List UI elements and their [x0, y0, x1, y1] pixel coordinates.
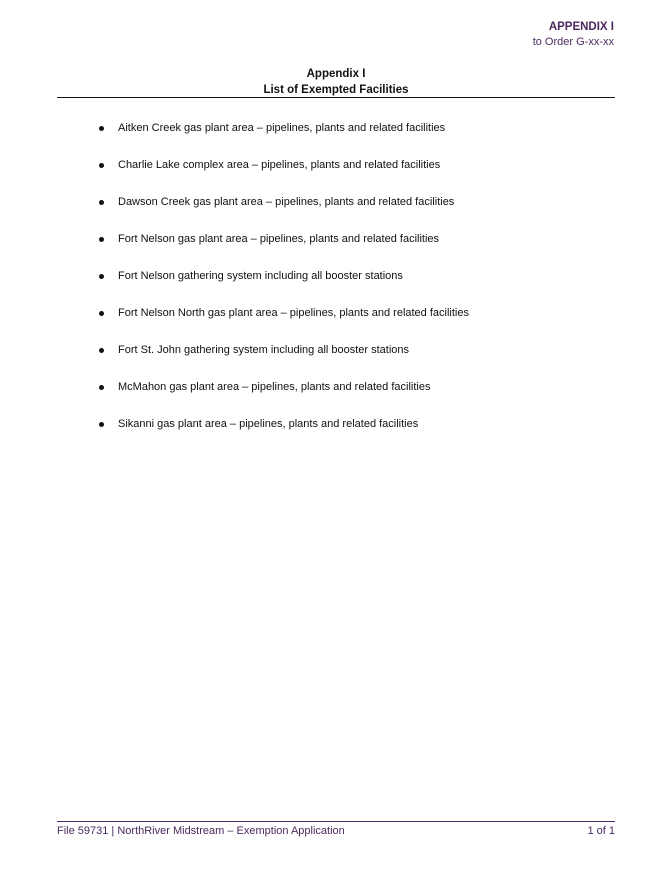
bullet-icon [99, 126, 104, 131]
list-item [97, 416, 469, 453]
page-subtitle: List of Exempted Facilities [263, 84, 409, 96]
title-divider [57, 97, 615, 98]
list-item [97, 194, 469, 231]
list-item [97, 120, 469, 157]
bullet-icon [99, 348, 104, 353]
bullet-icon [99, 237, 104, 242]
bullet-icon [99, 274, 104, 279]
list-item [97, 342, 469, 379]
bullet-icon [99, 422, 104, 427]
bullet-icon [99, 311, 104, 316]
list-item [97, 157, 469, 194]
footer-file-reference: File 59731 | NorthRiver Midstream – Exemption Application [57, 825, 345, 837]
facility-text: McMahon gas plant area – pipelines, plants and related facilities [118, 381, 431, 393]
list-item [97, 268, 469, 305]
facility-text: Sikanni gas plant area – pipelines, plants and related facilities [118, 418, 419, 430]
facility-list [97, 120, 469, 453]
bullet-icon [99, 200, 104, 205]
bullet-icon [99, 385, 104, 390]
page-title: Appendix I [306, 68, 366, 80]
facility-text: Dawson Creek gas plant area – pipelines, plants and related facilities [118, 196, 455, 208]
appendix-label: APPENDIX I [548, 21, 614, 33]
footer-divider [57, 821, 615, 822]
facility-text: Aitken Creek gas plant area – pipelines, plants and related facilities [118, 122, 446, 134]
list-item [97, 379, 469, 416]
title-block [57, 66, 615, 98]
facility-text: Fort Nelson North gas plant area – pipelines, plants and related facilities [118, 307, 469, 319]
list-item [97, 231, 469, 268]
page-header [533, 20, 614, 50]
list-item [97, 305, 469, 342]
facility-text: Fort St. John gathering system including all booster stations [118, 344, 410, 356]
page-number: 1 of 1 [587, 825, 615, 837]
facility-text: Fort Nelson gathering system including all booster stations [118, 270, 403, 282]
order-reference: to Order G-xx-xx [532, 36, 614, 48]
facility-text: Charlie Lake complex area – pipelines, plants and related facilities [118, 159, 441, 171]
bullet-icon [99, 163, 104, 168]
facility-text: Fort Nelson gas plant area – pipelines, plants and related facilities [118, 233, 440, 245]
